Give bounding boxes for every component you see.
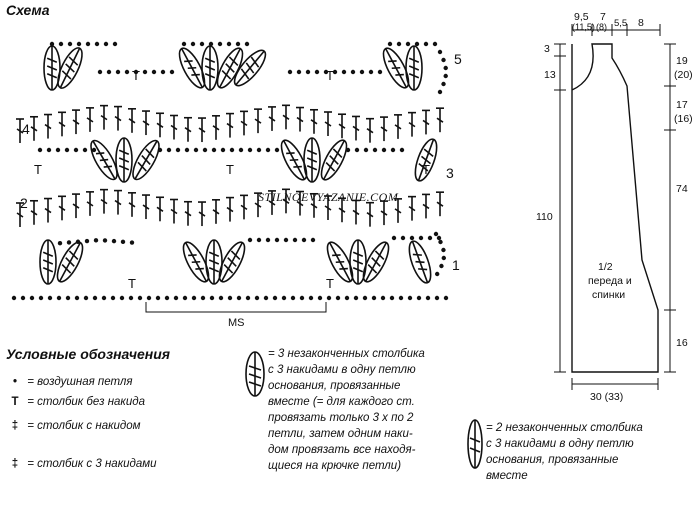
cluster-stitch [66, 64, 75, 72]
height-label: (20) [674, 69, 693, 81]
chain-stitch [239, 148, 243, 152]
diagram-title: Схема [6, 2, 50, 18]
chain-stitch-icon: • [12, 376, 18, 388]
chain-stitch [113, 42, 117, 46]
cluster-stitch [222, 71, 230, 80]
single-crochet-symbol: T [128, 276, 136, 291]
note-line: вместе (= для каждого ст. [268, 396, 415, 408]
chain-stitch [143, 70, 147, 74]
note-line: основания, провязанные [486, 454, 619, 466]
note-line: провязать только 3 х по 2 [268, 412, 414, 424]
chain-stitch [410, 236, 414, 240]
cluster-stitch [372, 258, 380, 267]
chain-stitch [284, 238, 288, 242]
chain-stitch [176, 148, 180, 152]
chain-stitch [360, 70, 364, 74]
chain-stitch [12, 296, 16, 300]
cluster-stitch [224, 265, 232, 274]
cluster-stitch [69, 57, 78, 65]
chain-stitch [435, 272, 439, 276]
chain-stitch [121, 240, 125, 244]
cluster-stitch [418, 269, 427, 270]
chain-stitch [401, 236, 405, 240]
cluster-stitch [195, 269, 203, 270]
chain-stitch [104, 42, 108, 46]
piece-label: спинки [592, 289, 626, 301]
height-label: 17 [676, 99, 688, 111]
legend-title: Условные обозначения [6, 346, 171, 362]
chain-stitch [39, 296, 43, 300]
chain-stitch [378, 70, 382, 74]
chain-stitch [306, 70, 310, 74]
chain-stitch [392, 236, 396, 240]
height-label: 13 [544, 69, 556, 81]
cluster-stitch [191, 75, 199, 76]
chain-stitch [390, 296, 394, 300]
cluster-stitch [368, 265, 376, 274]
single-crochet-symbol: T [34, 162, 42, 177]
chain-stitch [227, 42, 231, 46]
cluster-stitch [104, 166, 112, 167]
note-line: с 3 накидами в одну петлю [486, 438, 634, 450]
cluster-stitch [326, 163, 334, 172]
cluster-stitch [231, 251, 239, 260]
chain-stitch [230, 148, 234, 152]
cluster-stitch [188, 68, 196, 69]
note-line: петли, затем одним наки- [268, 428, 413, 440]
chain-stitch [382, 148, 386, 152]
height-label: 16 [676, 337, 688, 349]
cluster-stitch [388, 61, 396, 62]
chain-stitch [248, 238, 252, 242]
chain-stitch [397, 42, 401, 46]
cluster-stitch [415, 262, 424, 263]
chain-stitch [30, 296, 34, 300]
note-line: дом провязать все находя- [268, 444, 416, 456]
chain-stitch [183, 296, 187, 300]
row-number-1: 1 [452, 257, 460, 273]
chain-stitch [369, 70, 373, 74]
double-crochet-icon: ‡ [11, 420, 19, 432]
chain-stitch [439, 264, 443, 268]
chain-stitch [228, 296, 232, 300]
chain-stitch [218, 42, 222, 46]
note-line: = 3 незаконченных столбика [268, 348, 425, 360]
cluster-stitch [424, 149, 433, 156]
chain-stitch [75, 296, 79, 300]
chain-stitch [147, 296, 151, 300]
chain-stitch [442, 256, 446, 260]
chain-stitch [74, 148, 78, 152]
chain-stitch [93, 296, 97, 300]
chain-stitch [346, 148, 350, 152]
height-label: (16) [674, 113, 693, 125]
chain-stitch [152, 70, 156, 74]
chain-stitch [291, 296, 295, 300]
garment-outline [572, 44, 658, 372]
chain-stitch [257, 148, 261, 152]
cluster-stitch [184, 61, 192, 62]
chain-stitch [158, 148, 162, 152]
chain-stitch [156, 296, 160, 300]
chain-stitch [444, 74, 448, 78]
note-three-cluster [268, 346, 425, 474]
chain-stitch [435, 296, 439, 300]
watermark-text: STILNOEVYAZANIE.COM [258, 190, 399, 204]
chain-stitch [318, 296, 322, 300]
chain-stitch [65, 148, 69, 152]
chain-stitch [444, 66, 448, 70]
chain-stitch [116, 70, 120, 74]
cluster-stitch [96, 153, 104, 154]
crochet-chart [0, 0, 480, 340]
chain-stitch [165, 296, 169, 300]
chain-stitch [203, 148, 207, 152]
chain-stitch [92, 148, 96, 152]
chain-stitch [438, 240, 442, 244]
chain-stitch [438, 50, 442, 54]
chain-stitch [433, 42, 437, 46]
chain-stitch [57, 296, 61, 300]
chain-stitch [300, 296, 304, 300]
legend-item-triple-treble [6, 458, 157, 470]
chain-stitch [355, 148, 359, 152]
chain-stitch [255, 296, 259, 300]
chain-stitch [444, 296, 448, 300]
chain-stitch [373, 148, 377, 152]
cluster-stitch [286, 153, 294, 154]
cluster-stitch [293, 167, 301, 168]
cluster-stitch [69, 251, 77, 260]
chain-stitch [219, 296, 223, 300]
chain-stitch [237, 296, 241, 300]
cluster-stitch [62, 71, 71, 79]
single-crochet-symbol: T [132, 68, 140, 83]
height-label: 74 [676, 183, 688, 195]
chain-stitch [103, 238, 107, 242]
chain-stitch [336, 296, 340, 300]
chain-stitch [266, 148, 270, 152]
cluster-stitch [188, 255, 196, 256]
chain-stitch [327, 296, 331, 300]
chain-stitch [275, 238, 279, 242]
legend-item-chain [6, 376, 132, 388]
chain-stitch [417, 296, 421, 300]
repeat-label: MS [228, 317, 245, 329]
chain-stitch [311, 238, 315, 242]
width-label: (8) [596, 22, 607, 32]
cluster-stitch [62, 265, 70, 274]
width-label: 9,5 [574, 11, 589, 23]
chain-stitch [112, 239, 116, 243]
row-number-4: 4 [22, 121, 30, 137]
note-line: щиеся на крючке петли) [268, 460, 402, 472]
chain-stitch [441, 82, 445, 86]
chain-stitch [50, 42, 54, 46]
chain-stitch [221, 148, 225, 152]
cluster-stitch [146, 149, 154, 158]
chain-stitch [85, 239, 89, 243]
chain-stitch [372, 296, 376, 300]
legend-item-label: = столбик без накида [27, 396, 146, 408]
chain-stitch [107, 70, 111, 74]
chain-stitch [391, 148, 395, 152]
chain-stitch [363, 296, 367, 300]
chain-stitch [302, 238, 306, 242]
cluster-stitch [226, 64, 234, 73]
chain-stitch [406, 42, 410, 46]
legend-item-double-crochet [6, 420, 141, 432]
cluster-stitch [142, 156, 150, 165]
note-line: вместе [486, 470, 528, 482]
cluster-stitch [375, 251, 383, 260]
chain-stitch [191, 42, 195, 46]
chain-stitch [293, 238, 297, 242]
width-label: 8 [638, 17, 644, 29]
chain-stitch [415, 42, 419, 46]
chain-stitch [111, 296, 115, 300]
chain-stitch [212, 148, 216, 152]
chain-stitch [21, 296, 25, 300]
chain-stitch [48, 296, 52, 300]
chain-stitch [94, 238, 98, 242]
chain-stitch [437, 236, 441, 240]
chain-stitch [170, 70, 174, 74]
chain-stitch [419, 236, 423, 240]
width-label: 7 [600, 11, 606, 23]
note-line: = 2 незаконченных столбика [486, 422, 643, 434]
chain-stitch [297, 70, 301, 74]
chain-stitch [273, 296, 277, 300]
legend-item-label: = столбик с 3 накидами [27, 458, 157, 470]
chain-stitch [98, 70, 102, 74]
chain-stitch [408, 296, 412, 300]
piece-label: переда и [588, 275, 632, 287]
legend-item-single-crochet [6, 396, 145, 408]
chain-stitch [86, 42, 90, 46]
chain-stitch [174, 296, 178, 300]
chain-stitch [364, 148, 368, 152]
cluster-stitch [138, 162, 146, 171]
single-crochet-symbol: T [422, 162, 430, 177]
single-crochet-symbol: T [326, 276, 334, 291]
cluster-stitch [66, 258, 74, 267]
chain-stitch [77, 42, 81, 46]
chain-stitch [102, 296, 106, 300]
chain-stitch [129, 296, 133, 300]
chain-stitch [426, 296, 430, 300]
single-crochet-icon: T [11, 396, 19, 408]
chain-stitch [59, 42, 63, 46]
chain-stitch [84, 296, 88, 300]
chain-stitch [83, 148, 87, 152]
garment-schematic [530, 0, 700, 410]
height-label: 3 [544, 43, 550, 55]
note-two-cluster [486, 420, 643, 484]
chain-stitch [257, 238, 261, 242]
cluster-stitch [330, 156, 338, 165]
chain-stitch [275, 148, 279, 152]
chain-stitch [246, 296, 250, 300]
height-label: 19 [676, 55, 688, 67]
chain-stitch [192, 296, 196, 300]
chain-stitch [201, 296, 205, 300]
chain-stitch [56, 148, 60, 152]
single-crochet-symbol: T [326, 68, 334, 83]
chain-stitch [351, 70, 355, 74]
note-line: с 3 накидами в одну петлю [268, 364, 416, 376]
row-number-2: 2 [20, 195, 28, 211]
chain-stitch [200, 42, 204, 46]
chain-stitch [441, 58, 445, 62]
chain-stitch [138, 296, 142, 300]
chain-stitch [388, 42, 392, 46]
chain-stitch [266, 238, 270, 242]
chain-stitch [399, 296, 403, 300]
cluster-stitch [192, 262, 200, 263]
chain-stitch [210, 296, 214, 300]
chain-stitch [182, 42, 186, 46]
cluster-stitch [228, 258, 236, 267]
cluster-stitch [290, 160, 298, 161]
chain-stitch [68, 42, 72, 46]
chain-stitch [428, 236, 432, 240]
chain-stitch [130, 240, 134, 244]
chain-stitch [400, 148, 404, 152]
piece-label: 1/2 [598, 261, 613, 273]
chain-stitch [309, 296, 313, 300]
chain-stitch [120, 296, 124, 300]
chain-stitch [38, 148, 42, 152]
chain-stitch [167, 148, 171, 152]
chain-stitch [67, 240, 71, 244]
chain-stitch [315, 70, 319, 74]
width-label: (11,5) [572, 22, 595, 32]
chain-stitch [345, 296, 349, 300]
chain-stitch [209, 42, 213, 46]
chain-stitch [161, 70, 165, 74]
row-number-3: 3 [446, 165, 454, 181]
chain-stitch [185, 148, 189, 152]
note-line: основания, провязанные [268, 380, 401, 392]
chain-stitch [354, 296, 358, 300]
chain-stitch [282, 296, 286, 300]
chain-stitch [434, 232, 438, 236]
chain-stitch [236, 42, 240, 46]
bottom-width-label: 30 (33) [590, 391, 624, 403]
legend-item-label: = столбик с накидом [27, 420, 141, 432]
chain-stitch [66, 296, 70, 300]
row-number-5: 5 [454, 51, 462, 67]
cluster-stitch [100, 160, 108, 161]
height-label: 110 [536, 211, 553, 223]
chain-stitch [47, 148, 51, 152]
chain-stitch [424, 42, 428, 46]
chain-stitch [95, 42, 99, 46]
chain-stitch [76, 240, 80, 244]
chain-stitch [438, 90, 442, 94]
cluster-stitch [413, 254, 422, 255]
repeat-bracket [146, 302, 326, 312]
cluster-stitch [333, 149, 341, 158]
chain-stitch [381, 296, 385, 300]
chain-stitch [58, 241, 62, 245]
chain-stitch [194, 148, 198, 152]
chain-stitch [288, 70, 292, 74]
cluster-stitch [392, 68, 400, 69]
single-crochet-symbol: T [226, 162, 234, 177]
chain-stitch [342, 70, 346, 74]
cluster-stitch [336, 262, 344, 263]
chain-stitch [125, 70, 129, 74]
chain-stitch [264, 296, 268, 300]
legend-item-label: = воздушная петля [27, 376, 133, 388]
cluster-stitch [339, 269, 347, 270]
cluster-stitch [229, 57, 237, 66]
width-label: 5,5 [614, 18, 628, 29]
chain-stitch [248, 148, 252, 152]
chain-stitch [245, 42, 249, 46]
three-cluster-icon [240, 344, 270, 404]
chain-stitch [441, 248, 445, 252]
cluster-stitch [332, 255, 340, 256]
cluster-stitch [395, 75, 403, 76]
triple-treble-icon: ‡ [11, 458, 19, 470]
